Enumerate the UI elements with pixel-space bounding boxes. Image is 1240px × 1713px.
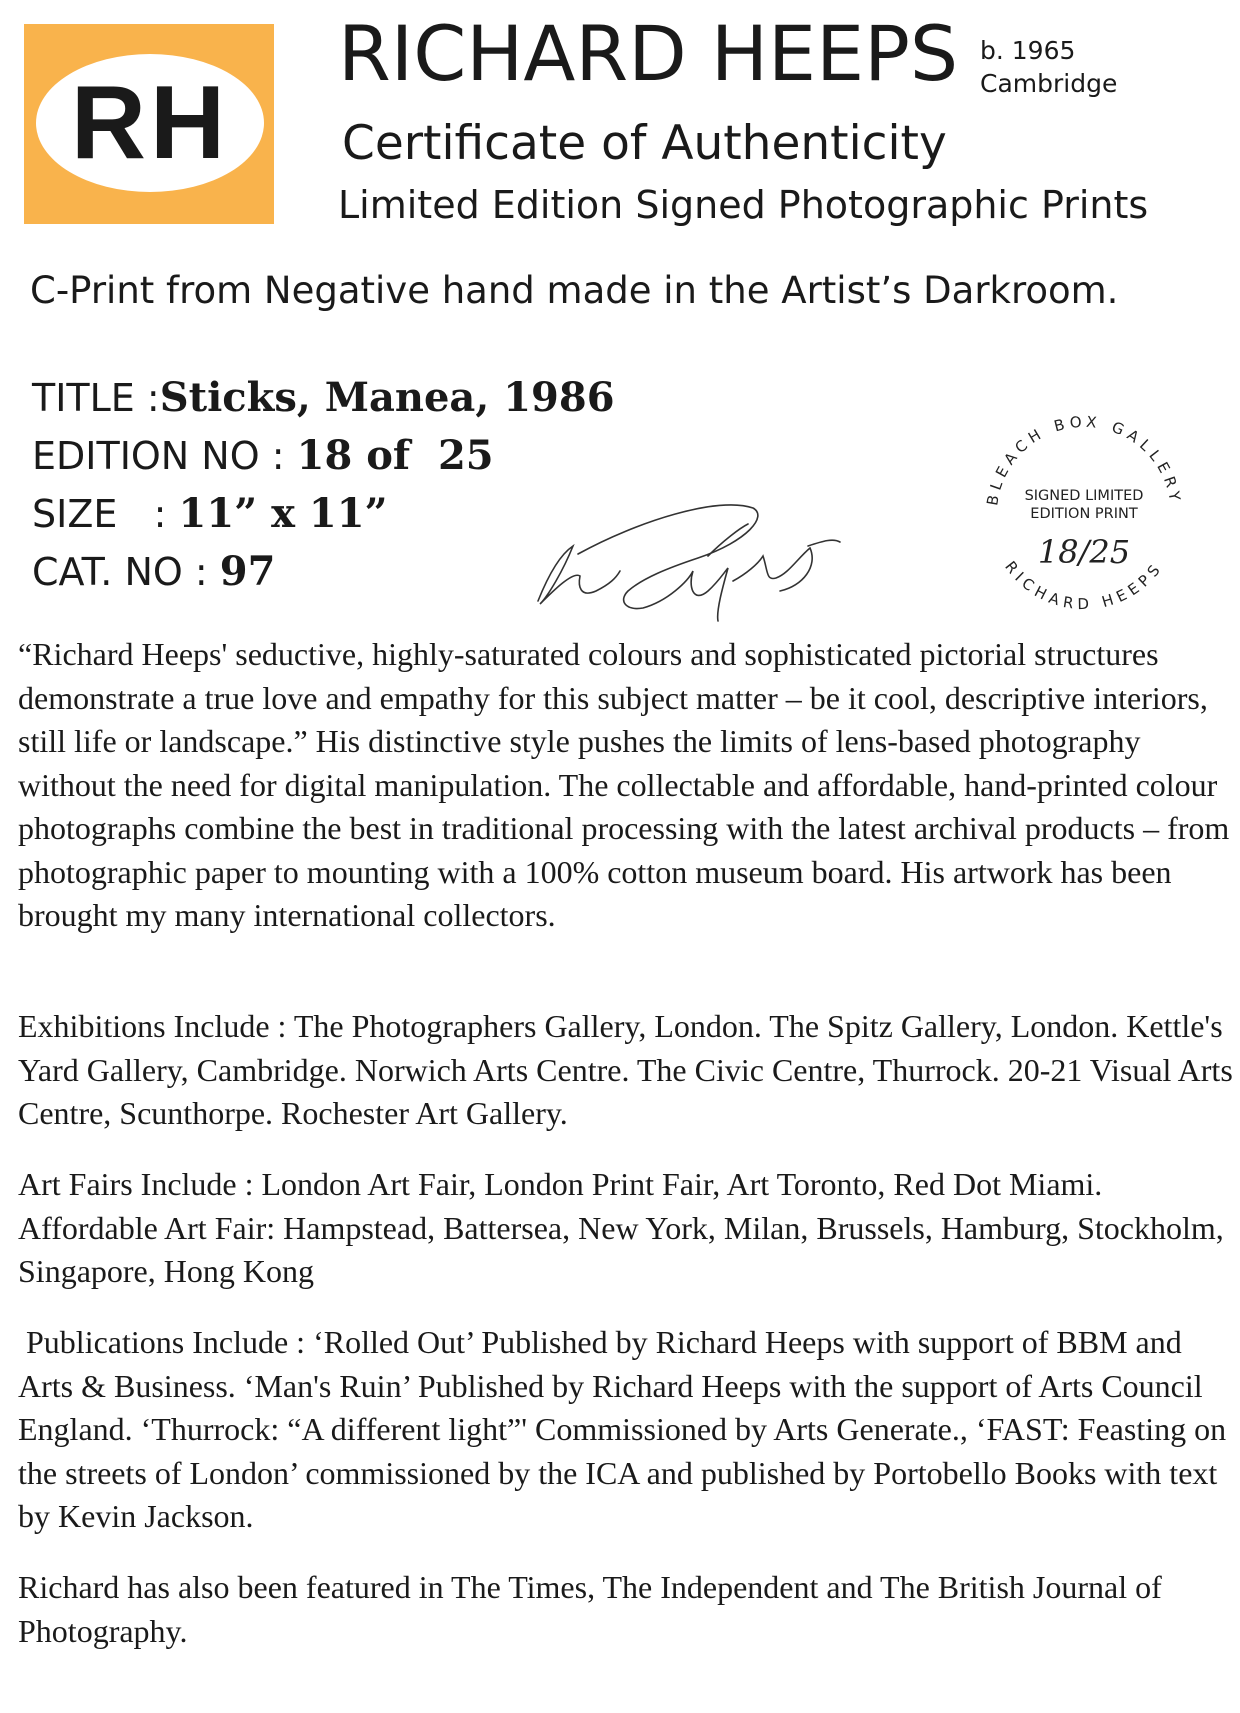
stamp-top-arc: BLEACH BOX GALLERY <box>983 412 1185 507</box>
stamp-line2: EDITION PRINT <box>1030 506 1138 522</box>
logo-badge <box>24 24 274 224</box>
edition-row <box>32 432 615 490</box>
size-label: SIZE : <box>32 492 179 536</box>
cat-value: 97 <box>219 548 276 595</box>
stamp-line1: SIGNED LIMITED <box>1024 488 1144 504</box>
certificate-title: Certificate of Authenticity <box>342 116 947 171</box>
print-method: C-Print from Negative hand made in the Artist’s Darkroom. <box>30 269 1119 312</box>
exhibitions-paragraph: Exhibitions Include : The Photographers Gallery, London. The Spitz Gallery, London. Kettle's Yard Gallery, Cambridge. Norwich Arts Centre. The Civic Centre, Thurrock. 20-21 Visual Arts Centre, Scunthorpe. Rochester Art Gallery. <box>18 1008 1233 1131</box>
title-label: TITLE : <box>32 376 160 420</box>
press-paragraph: Richard has also been featured in The Times, The Independent and The British Journal of Photography. <box>18 1569 1162 1649</box>
gallery-stamp <box>975 405 1193 623</box>
artist-signature <box>518 486 858 626</box>
publications-paragraph: Publications Include : ‘Rolled Out’ Published by Richard Heeps with support of BBM and Arts & Business. ‘Man's Ruin’ Published by Richard Heeps with the support of Arts Council England. ‘Thurrock: “A different light”' Commissioned by Arts Generate., ‘FAST: Feasting on the streets of London’ commissioned by the ICA and published by Portobello Books with text by Kevin Jackson. <box>18 1324 1235 1534</box>
title-value: Sticks, Manea, 1986 <box>159 374 615 421</box>
title-row <box>32 374 615 432</box>
edition-label: EDITION NO : <box>32 434 297 478</box>
art-fairs-paragraph: Art Fairs Include : London Art Fair, London Print Fair, Art Toronto, Red Dot Miami. Affordable Art Fair: Hampstead, Battersea, New York, Milan, Brussels, Hamburg, Stockholm, Singapore, Hong Kong <box>18 1166 1224 1289</box>
stamp-edition-handwritten: 18/25 <box>1037 533 1131 571</box>
artist-birth-info <box>980 34 1117 100</box>
artist-name: RICHARD HEEPS <box>338 9 959 98</box>
logo-text: RH <box>70 65 230 181</box>
bio-paragraph: “Richard Heeps' seductive, highly-saturated colours and sophisticated pictorial structures demonstrate a true love and empathy for this subject matter – be it cool, descriptive interiors, still life or landscape.” His distinctive style pushes the limits of lens-based photography without the need for digital manipulation. The collectable and affordable, hand-printed colour photographs combine the best in traditional processing with the latest archival products – from photographic paper to mounting with a 100% cotton museum board. His artwork has been brought my many international collectors. <box>18 636 1230 933</box>
edition-value: 18 of 25 <box>296 432 494 479</box>
stamp-bottom-arc: RICHARD HEEPS <box>1001 557 1167 614</box>
logo-oval <box>36 54 264 192</box>
cat-label: CAT. NO : <box>32 550 220 594</box>
birth-place: Cambridge <box>980 69 1118 98</box>
size-value: 11” x 11” <box>178 490 388 537</box>
birth-year: b. 1965 <box>980 36 1076 65</box>
certificate-subtitle: Limited Edition Signed Photographic Prints <box>338 183 1149 227</box>
